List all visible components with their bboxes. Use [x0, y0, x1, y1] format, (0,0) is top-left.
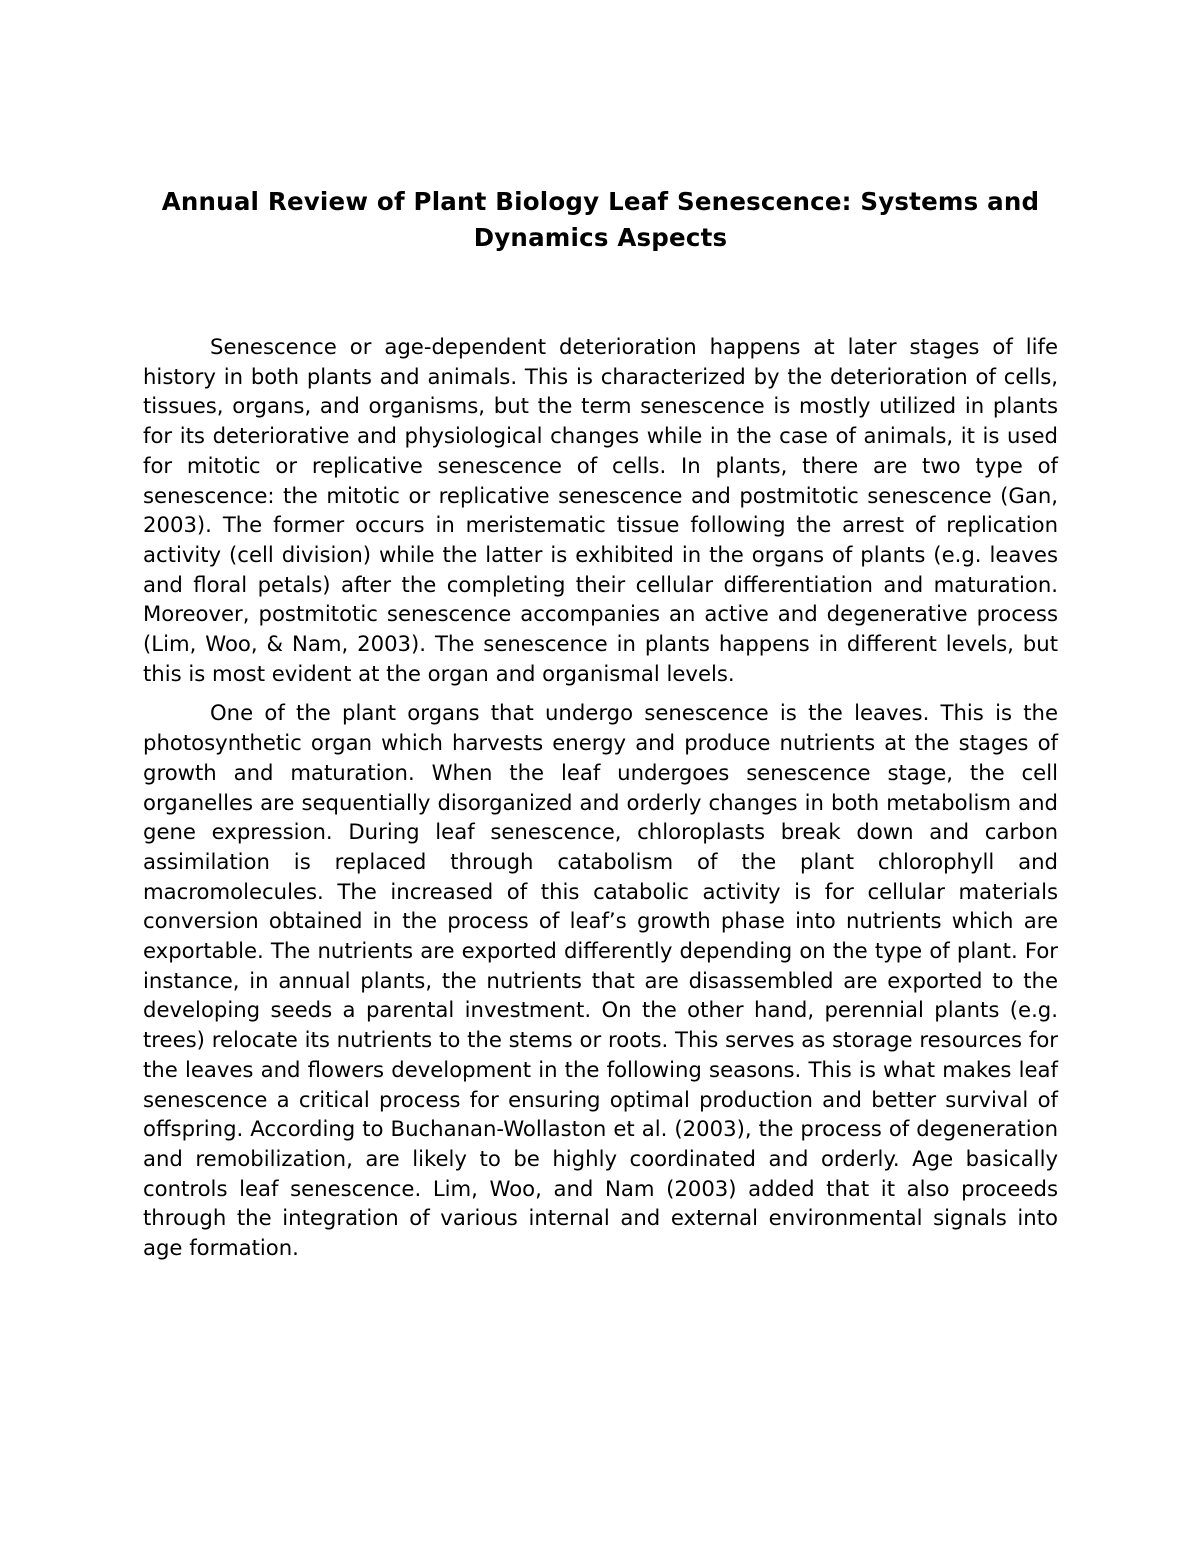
- document-page: [143, 184, 1058, 1273]
- paragraph-1: Senescence or age-dependent deterioration happens at later stages of life history in both plants and animals. This is characterized by the deterioration of cells, tissues, organs, and organisms, but the term senescence is mostly utilized in plants for its deteriorative and physiological changes while in the case of animals, it is used for mitotic or replicative senescence of cells. In plants, there are two type of senescence: the mitotic or replicative senescence and postmitotic senescence (Gan, 2003). The former occurs in meristematic tissue following the arrest of replication activity (cell division) while the latter is exhibited in the organs of plants (e.g. leaves and floral petals) after the completing their cellular differentiation and maturation. Moreover, postmitotic senescence accompanies an active and degenerative process (Lim, Woo, & Nam, 2003). The senescence in plants happens in different levels, but this is most evident at the organ and organismal levels.: [143, 334, 1058, 686]
- document-body: [143, 332, 1058, 1263]
- document-title: Annual Review of Plant Biology Leaf Senescence: Systems and Dynamics Aspects: [161, 187, 1040, 252]
- paragraph-2: One of the plant organs that undergo senescence is the leaves. This is the photosynthetic organ which harvests energy and produce nutrients at the stages of growth and maturation. When the leaf undergoes senescence stage, the cell organelles are sequentially disorganized and orderly changes in both metabolism and gene expression. During leaf senescence, chloroplasts break down and carbon assimilation is replaced through catabolism of the plant chlorophyll and macromolecules. The increased of this catabolic activity is for cellular materials conversion obtained in the process of leaf’s growth phase into nutrients which are exportable. The nutrients are exported differently depending on the type of plant. For instance, in annual plants, the nutrients that are disassembled are exported to the developing seeds a parental investment. On the other hand, perennial plants (e.g. trees) relocate its nutrients to the stems or roots. This serves as storage resources for the leaves and flowers development in the following seasons. This is what makes leaf senescence a critical process for ensuring optimal production and better survival of offspring. According to Buchanan-Wollaston et al. (2003), the process of degeneration and remobilization, are likely to be highly coordinated and orderly. Age basically controls leaf senescence. Lim, Woo, and Nam (2003) added that it also proceeds through the integration of various internal and external environmental signals into age formation.: [143, 700, 1058, 1261]
